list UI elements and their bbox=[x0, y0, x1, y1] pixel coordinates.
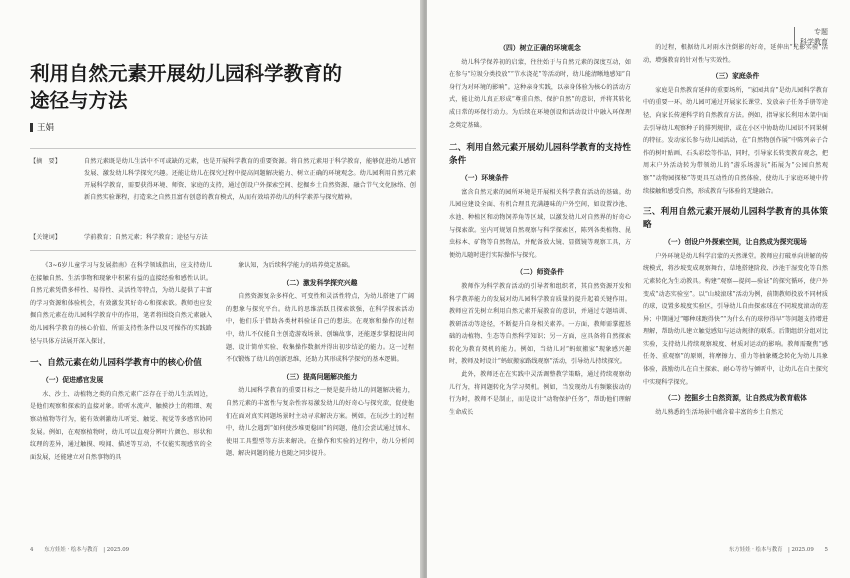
subheading-3-2: （二）挖掘乡土自然资源，让自然成为教育载体 bbox=[664, 394, 807, 403]
col4-paragraph-4: 幼儿熟悉的生活场景中蕴含着丰富的乡土自然元 bbox=[655, 408, 784, 416]
author bbox=[30, 121, 54, 133]
col1-paragraph-2: 水、沙土、动植物之类的自然元素广泛存在于幼儿生活周边，是他们观察和探索的直接对象。聆听水流声、触摸沙土的粗细、观察动植物等行为，能有效刺激幼儿听觉、触觉、视觉等多感官协同发展。例如，在观察植物时，幼儿可以直观分辨叶片颜色、形状和纹理的差异，通过触摸、嗅闻、描述等互动，不仅能实现感官的全面发展，还能建立对自然事物的具 bbox=[30, 390, 212, 461]
subheading-2-3: （三）家庭条件 bbox=[711, 72, 760, 81]
section-heading-1: 一、自然元素在幼儿园科学教育中的核心价值 bbox=[30, 358, 202, 369]
subheading-1-4: （四）树立正确的环境观念 bbox=[499, 44, 581, 52]
left-page bbox=[0, 0, 423, 578]
col2-paragraph-1: 象认知，为后续科学能力的培养奠定基础。 bbox=[238, 262, 354, 269]
column-4 bbox=[643, 42, 828, 419]
subheading-1-2: （二）激发科学探究兴趣 bbox=[282, 278, 358, 287]
column-3 bbox=[449, 42, 631, 419]
col3-paragraph-1: 幼儿科学保养初的启蒙，往往始于与自然元素的深度互动，如在参与“垃圾分类投放”“节水浇花”等活动时，幼儿能清晰地感知“自身行为对环境的影响”。这种亲身实践，以亲身体验为核心的活动方式，能让幼儿真正形成“尊重自然、保护自然”的意识，并将其转化成日常的环保行动力。为后续在环境创设和活动设计中融入环保理念奠定基础。 bbox=[449, 58, 631, 129]
abstract-text: 自然元素既是幼儿生活中不可或缺的元素，也是开展科学教育的重要资源。将自然元素用于科学教育，能够促进幼儿感官发展、激发幼儿科学探究兴趣。还能让幼儿在探究过程中提高问题解决能力、树立正确的环境观念。幼儿园利用自然元素开展科学教育，需要获得环境、师资、家庭的支持，通过创设户外探索空间、挖掘乡土自然资源、融合节气文化脉络、创新自然实验课程，打造来之自然且富有创意的教育模式，从而有效培养幼儿的科学素养与探究精神。 bbox=[84, 158, 416, 201]
abstract-label: 【摘 要】 bbox=[30, 158, 61, 165]
column-2 bbox=[226, 260, 414, 461]
section-tag-line-1: 专题 bbox=[814, 28, 828, 36]
left-footer: 4 东方娃娃 · 绘本与教育 | 2025.09 bbox=[30, 547, 130, 553]
author-bar-icon bbox=[30, 123, 33, 132]
title-line-2: 途径与方法 bbox=[30, 89, 128, 112]
title-line-1: 利用自然元素开展幼儿园科学教育的 bbox=[30, 62, 343, 85]
subheading-2-1: （一）环境条件 bbox=[461, 174, 509, 183]
subheading-3-1: （一）创设户外探索空间，让自然成为探究现场 bbox=[664, 238, 807, 247]
col4-paragraph-1: 的过程，根据幼儿对雨水注倒影的好奇，延伸出“光影实验”活动，增强教育的针对性与实效性。 bbox=[643, 44, 828, 64]
col2-paragraph-2: 自然资源复杂多样化、可变性和灵活性特点，为幼儿搭建了广阔的想象与探究平台。幼儿的思维活跃且探索欲强，在科学探索活动中，他们乐于借助各类材料验证自己的想法。在观察和操作的过程中，幼儿不仅能自主创造游戏场景、创编故事，还能逐步掌握提出问题、设计简单实验、收集操作数据并得出初步结论的能力。这一过程不仅锻炼了幼儿的创新思维，还助力其形成科学探究的基本逻辑。 bbox=[226, 293, 414, 364]
col3-paragraph-2: 富含自然元素的园所环境是开展相关科学教育活动的基础。幼儿园应建设全面、有机合理且充满趣味的户外空间，如设置沙池、水池、种植区和动物饲养角等区域，以激发幼儿对自然界的好奇心与探索欲。室内可规划自然观察与科学探索区，陈列各类植物、昆虫标本、矿物等自然物品，并配备放大镜、显微镜等观察工具，方便幼儿随时进行实际操作与探究。 bbox=[449, 188, 631, 259]
col3-paragraph-3: 教师作为科学教育活动的引导者和组织者，其自然资源开发和科学教养能力的发展对幼儿园科学教育质量的提升起着关键作用。教师应首先树立利用自然元素开展教育的意识，并通过专题培训、教研活动等途径，不断提升自身相关素养。一方面，教师需掌握基础的动植物、生态等自然科学知识；另一方面，应具备将自然探索转化为教育契机的能力。例如，当幼儿对“蚂蚁搬家”现象感兴趣时，教师及时设计“蚂蚁搬家路线观察”活动，引导幼儿持续探究。 bbox=[449, 282, 631, 366]
subheading-1-1: （一）促进感官发展 bbox=[42, 376, 104, 385]
section-tag-line-2: 科学教育 bbox=[800, 38, 828, 46]
col4-paragraph-3: 户外环境是幼儿科学启蒙的天然课堂。教师应打破单向讲解的传统模式，将沙坡变成观察舞台，草地搭建阶段、沙池干湿变化等自然元素转化为生动教具。构建“观察—提问—验证”的探究循环，使户外变成“动态实验室”。以“山坡滚球”活动为例，前期教师投放不同材质的球，设置多坡度实验区，引导幼儿自由探索球在不同坡度滚动的差异；中期通过“哪种球跑得快”“为什么有的球停得早”等问题支持增进理解，帮助幼儿建立触觉感知与运动规律的联系。后期组织分组对比实验，支持幼儿持续观察坡度、材质对运动的影响。教师需聚焦“感任务、重观察”的原则，将摩擦力、重力等抽象概念转化为幼儿具象体验，鼓励幼儿在自主探索、耐心等待与倾听中，让幼儿在自主探究中实现科学探究。 bbox=[643, 252, 828, 386]
abstract-top-rule bbox=[30, 148, 416, 149]
col2-paragraph-3: 幼儿园科学教育的重要目标之一便是提升幼儿的问题解决能力，自然元素的丰富性与复杂性容易激发幼儿的好奇心与探究欲，促使他们在面对真实问题场景时主动寻求解决方案。例如，在玩沙土的过程中，幼儿会遇到“如何使沙堆更稳固”的问题，他们会尝试通过加水、使用工具塑型等方法来解决。在操作和实验的过程中，幼儿分析问题、解决问题的能力也随之同步提升。 bbox=[226, 387, 414, 458]
subheading-1-3: （三）提高问题解决能力 bbox=[282, 372, 358, 381]
keywords-label: 【关键词】 bbox=[30, 234, 61, 241]
keywords-text: 学前教育；自然元素；科学教育；途径与方法 bbox=[84, 234, 208, 241]
right-page bbox=[427, 0, 850, 578]
article-title bbox=[30, 60, 342, 114]
col1-paragraph-1: 《3~6岁儿童学习与发展指南》在科学领域指出，应支持幼儿在接触自然、生活事物和现象中积累有益的直接经验和感性认识。自然元素凭借多样性、易得性、灵活性等特点，为幼儿提供了丰富的学习资源和体验机会，有效激发其好奇心和探索欲。教师也应发掘自然元素在幼儿园科学教育中的作用，笔者将围绕自然元素融入幼儿园科学教育的核心价值、所需支持性条件以及可操作的实践路径与具体方法展开深入探讨， bbox=[30, 262, 212, 345]
col4-paragraph-2: 家庭是自然教育延伸的重要场所，“家园共育”是幼儿园科学教育中的重要一环。幼儿园可通过开展家长课堂、发放亲子任务手册等途径，向家长传递科学的自然教育方法。例如，指导家长利用木架中面去引导幼儿观察种子的排列规律，或在小区中协助幼儿园识不同果树的特征。发动家长参与幼儿园活动，在“自然物创作展”中陈列亲子合作的树叶贴画、石头彩绘等作品，同时，引导家长转变教育观念，把周末户外活动转为带领幼儿的“游乐场游玩”拓展为“公园自然观察”“动物园探秘”等更具互动性的自然体验，使幼儿于家庭环境中持续接触和感受自然，形成教育与体验的无缝融合。 bbox=[643, 86, 828, 195]
section-heading-2: 二、利用自然元素开展幼儿园科学教育的支持性条件 bbox=[449, 143, 631, 167]
column-1 bbox=[30, 260, 212, 464]
subheading-2-2: （二）师资条件 bbox=[516, 268, 564, 277]
col3-paragraph-4: 此外，教师还在在实践中灵活调整教学策略，通过持续观察幼儿行为，将问题转化为学习契机。例如，当发现幼儿有频繁拔动的行为时，教师不是制止，而是设计“动物保护任务”，帮助他们理解生命成长 bbox=[449, 371, 631, 416]
abstract-bottom-rule bbox=[30, 250, 416, 251]
author-name: 王娟 bbox=[37, 123, 55, 133]
right-footer: 东方娃娃 · 绘本与教育 | 2025.09 5 bbox=[728, 547, 828, 553]
section-heading-3: 三、利用自然元素开展幼儿园科学教育的具体策略 bbox=[643, 207, 828, 231]
